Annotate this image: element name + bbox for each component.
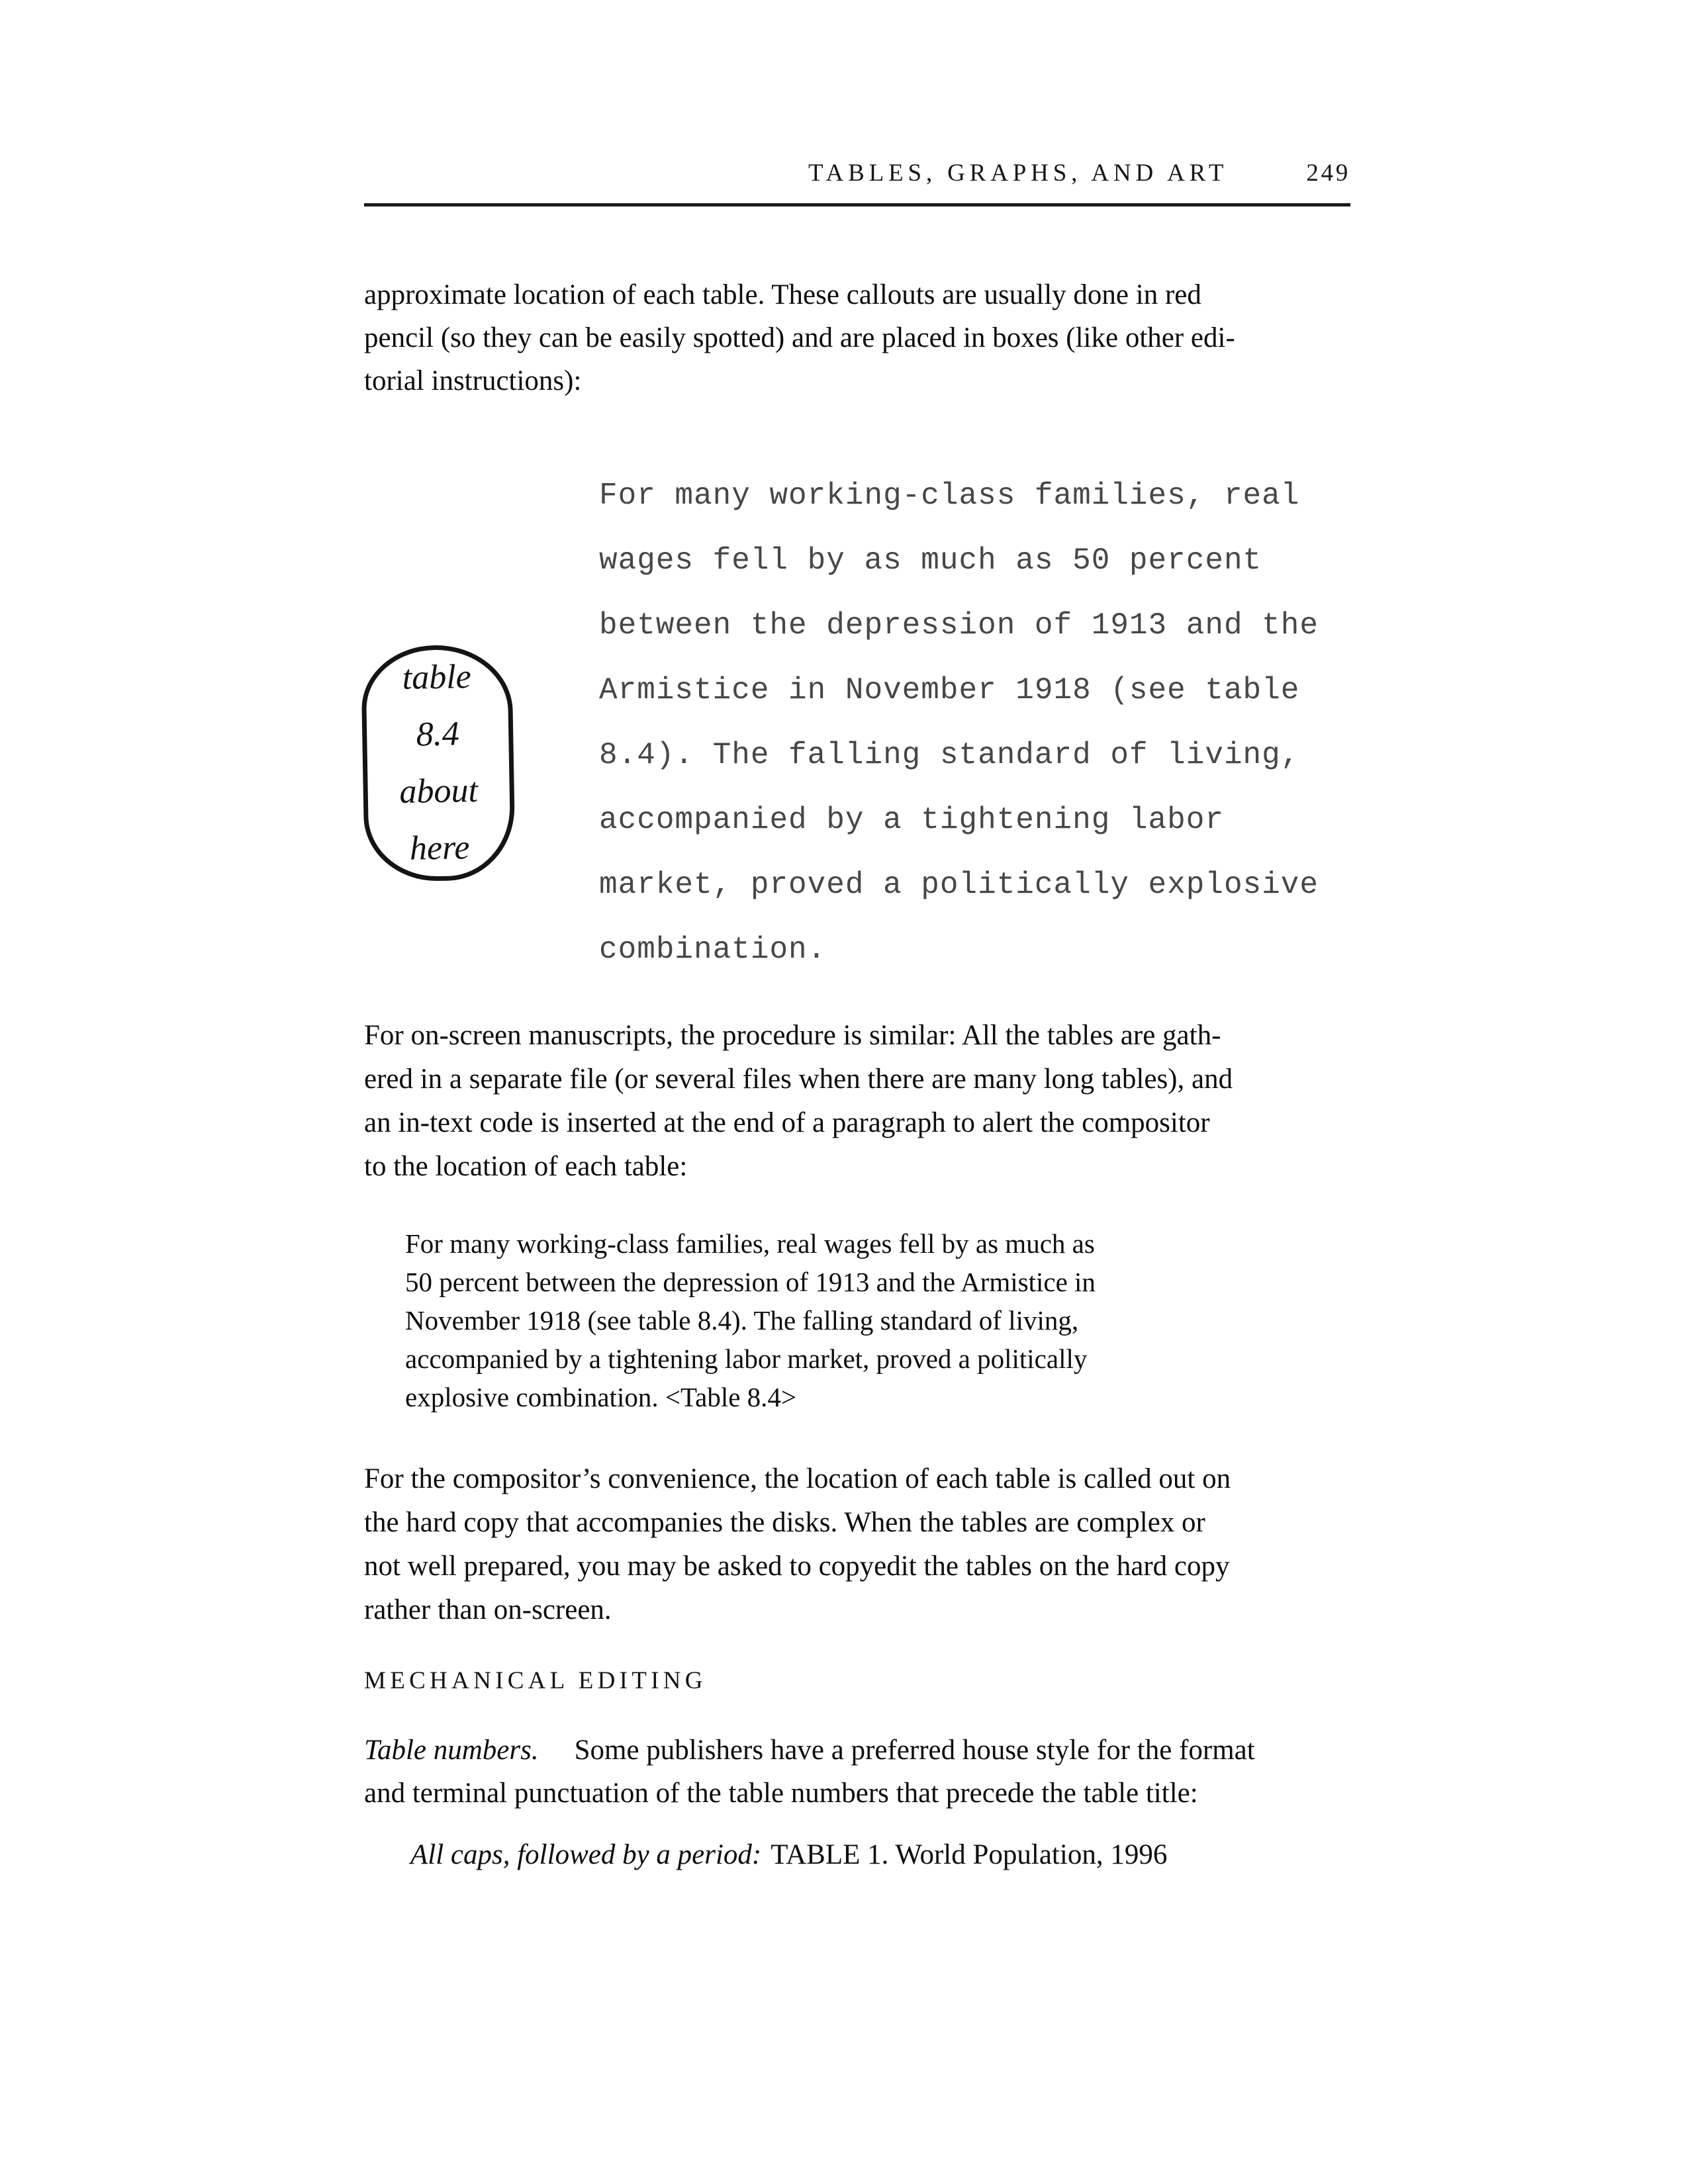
running-head-title: TABLES, GRAPHS, AND ART [808,159,1229,187]
callout-note-line: 8.4 [416,715,460,754]
typewriter-line: market, proved a politically explosive [599,868,1319,902]
typewriter-line: between the depression of 1913 and the [599,608,1319,643]
typewriter-line: Armistice in November 1918 (see table [599,673,1300,707]
style-example-line [410,1839,1167,1871]
callout-blob [361,644,516,882]
run-in-head: Table numbers. [364,1735,539,1766]
typewriter-line: 8.4). The falling standard of living, [599,738,1300,772]
typewriter-line: wages fell by as much as 50 percent [599,543,1262,578]
typewriter-line: combination. [599,933,827,967]
callout-note-line: here [409,829,470,868]
example-block-line: explosive combination. <Table 8.4> [405,1382,797,1412]
example-block-line: accompanied by a tightening labor market, proved a politically [405,1343,1088,1374]
body-paragraph-1 [364,273,1235,402]
section-heading: MECHANICAL EDITING [364,1667,707,1694]
example-block-line: November 1918 (see table 8.4). The falling standard of living, [405,1305,1079,1336]
paragraph-line: pencil (so they can be easily spotted) and are placed in boxes (like other edi- [364,322,1235,353]
paragraph-line: and terminal punctuation of the table numbers that precede the table title: [364,1778,1198,1809]
callout-note-line: about [399,771,479,811]
style-example-label: All caps, followed by a period: [410,1839,762,1870]
body-paragraph-2 [364,1014,1233,1189]
callout-note-line: table [402,658,472,697]
paragraph-line [364,1729,1255,1772]
example-block-line: For many working-class families, real wages fell by as much as [405,1228,1095,1259]
body-paragraph-4 [364,1729,1255,1815]
typewriter-line: For many working-class families, real [599,478,1300,513]
paragraph-line: approximate location of each table. These callouts are usually done in red [364,279,1201,310]
paragraph-line: For on-screen manuscripts, the procedure is similar: All the tables are gath- [364,1020,1221,1051]
page-number: 249 [1306,159,1350,187]
paragraph-text: Some publishers have a preferred house style for the format [574,1735,1255,1766]
indented-example-block [405,1224,1096,1416]
paragraph-line: not well prepared, you may be asked to copyedit the tables on the hard copy [364,1551,1230,1582]
example-block-line: 50 percent between the depression of 1913 and the Armistice in [405,1267,1096,1297]
paragraph-line: ered in a separate file (or several files when there are many long tables), and [364,1064,1233,1095]
paragraph-line: the hard copy that accompanies the disks. When the tables are complex or [364,1507,1205,1538]
style-example-text: TABLE 1. World Population, 1996 [771,1839,1168,1870]
header-rule [364,203,1350,206]
paragraph-line: torial instructions): [364,365,582,396]
paragraph-line: to the location of each table: [364,1151,688,1182]
paragraph-line: an in-text code is inserted at the end of a paragraph to alert the compositor [364,1107,1210,1138]
paragraph-line: rather than on-screen. [364,1594,612,1625]
typewriter-line: accompanied by a tightening labor [599,803,1224,837]
paragraph-line: For the compositor’s convenience, the location of each table is called out on [364,1463,1231,1494]
body-paragraph-3 [364,1457,1231,1632]
running-head [364,159,1350,199]
typewriter-excerpt [599,463,1319,982]
